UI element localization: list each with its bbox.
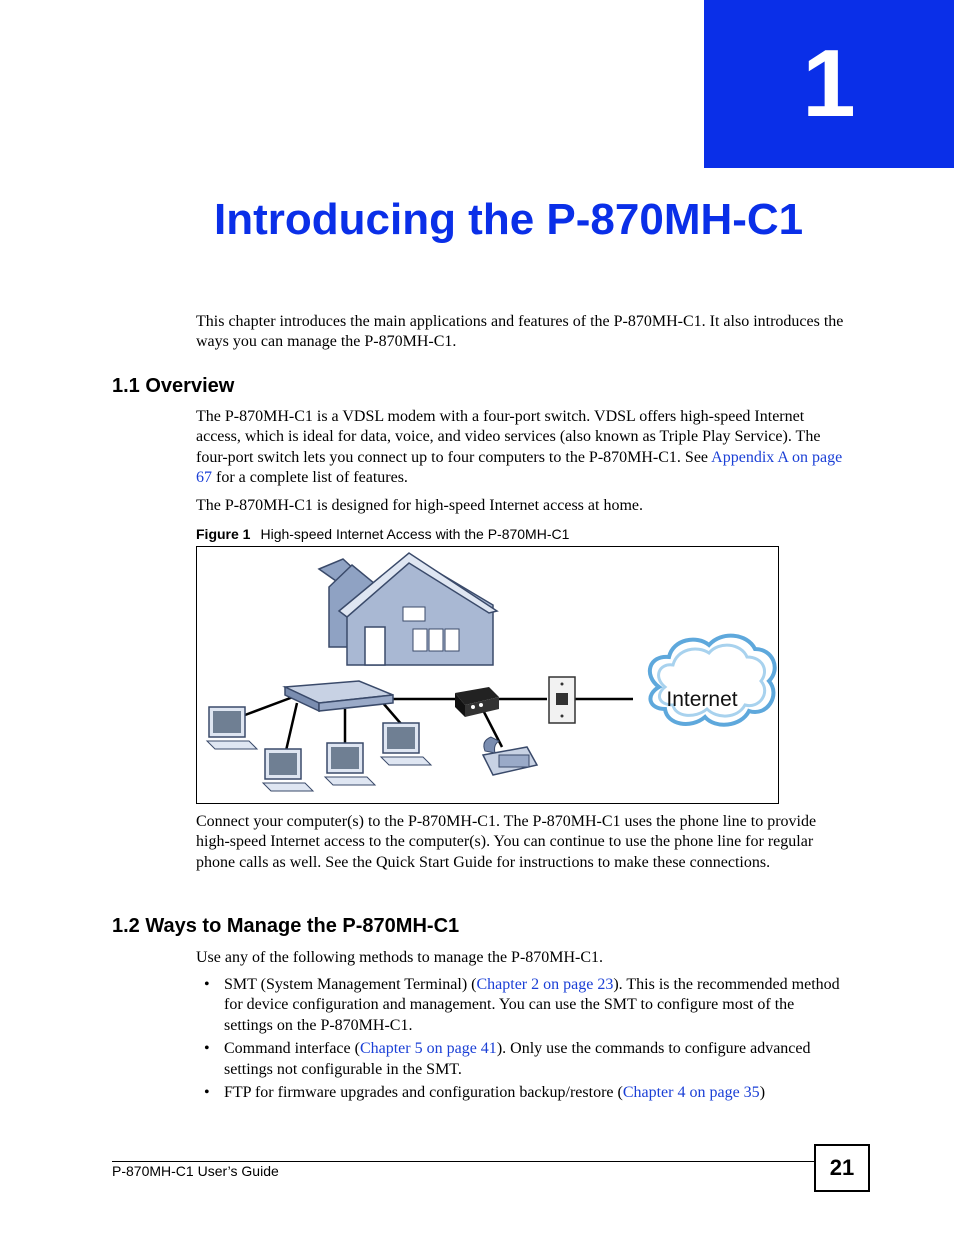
bullet-text-after: ). This is the recommended method for device configuration and management. You can use the SMT to configure most of the settings on the P-870MH-C1. [224,976,840,1034]
list-item [204,1039,844,1080]
chapter-4-link[interactable]: Chapter 4 on page 35 [622,1084,760,1102]
bullet-glyph: • [204,976,210,993]
connect-paragraph: Connect your computer(s) to the P-870MH-C1. The P-870MH-C1 uses the phone line to provide high-speed Internet access to the computer(s). You can continue to use the phone line for regular phone calls as well. See the Quick Start Guide for instructions to make these connections. [196,813,817,871]
footer-guide-title: P-870MH-C1 User’s Guide [112,1163,279,1179]
intro-paragraph: This chapter introduces the main applications and features of the P-870MH-C1. It also introduces the ways you can manage the P-870MH-C1. [196,313,844,351]
home-access-paragraph: The P-870MH-C1 is designed for high-speed Internet access at home. [196,497,643,514]
manage-methods-list [204,975,844,1106]
bullet-text-before: FTP for firmware upgrades and configuration backup/restore ( [224,1084,623,1102]
network-diagram-figure [196,546,779,804]
list-item [204,975,844,1036]
page-number: 21 [829,1155,855,1180]
overview-text-2: for a complete list of features. [212,469,408,487]
chapter-2-link[interactable]: Chapter 2 on page 23 [476,976,614,993]
bullet-text-after: ) [759,1084,766,1102]
modem-device-icon [285,681,393,711]
figure-label: Figure 1 [196,526,251,542]
figure-caption-text: High-speed Internet Access with the P-870MH-C1 [260,526,570,542]
house-icon [319,553,497,665]
manage-intro-paragraph: Use any of the following methods to manage the P-870MH-C1. [196,949,604,966]
computer-icon-2 [263,749,313,791]
bullet-text-before: Command interface ( [224,1040,360,1058]
bullet-text-before: SMT (System Management Terminal) ( [224,976,477,993]
computer-icon-3 [325,743,375,785]
section-heading-overview: 1.1 Overview [112,375,235,397]
page-number-box [814,1144,870,1192]
figure-caption [196,525,569,543]
chapter-5-link[interactable]: Chapter 5 on page 41 [359,1040,497,1058]
internet-label: Internet [666,688,738,711]
wall-jack-icon [549,677,575,723]
bullet-glyph: • [204,1084,210,1102]
appendix-a-link[interactable]: Appendix A on page 67 [196,448,843,487]
splitter-icon [455,687,499,717]
bullet-text-after: ). Only use the commands to configure advanced settings not configurable in the SMT. [224,1040,811,1078]
section-heading-ways-to-manage: 1.2 Ways to Manage the P-870MH-C1 [112,915,460,937]
computer-icon-4 [381,723,431,765]
list-item [204,1083,844,1103]
overview-text-1: The P-870MH-C1 is a VDSL modem with a four-port switch. VDSL offers high-speed Internet access, which is ideal for data, voice, and video services (also known as Triple Play Service). The four-port switch lets you connect up to four computers to the P-870MH-C1. See [196,408,821,466]
network-diagram [197,547,778,803]
telephone-icon [483,737,537,775]
chapter-title: Introducing the P-870MH-C1 [214,195,804,244]
internet-cloud-icon [650,636,775,725]
chapter-number: 1 [802,30,856,137]
chapter-number-box [704,0,954,168]
bullet-glyph: • [204,1040,210,1058]
overview-paragraph [196,407,846,489]
